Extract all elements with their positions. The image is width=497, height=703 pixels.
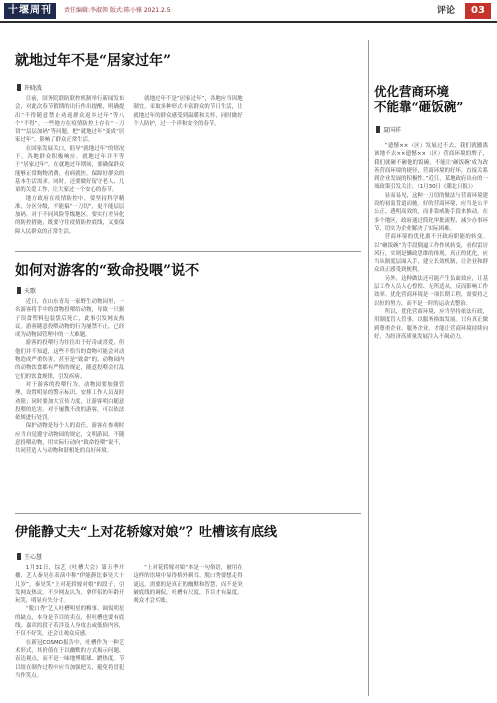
byline-marker-icon <box>17 287 21 294</box>
article2-paragraph: 保护动物是每个人的责任。游客在参观时应当自觉遵守动物园的规定，文明游园，不随意投喂动物，用实际行动向“致命投喂”说不，共同营造人与动物和谐相处的良好环境。 <box>15 423 125 455</box>
article1-body <box>15 95 361 243</box>
article1-author: 许晓波 <box>24 85 43 92</box>
article4-paragraph: 另外，这种做法还可能产生负面效应，让基层工作人员人心惶惶、无所适从，反而影响工作效率。优化营商环境是一项长期工程，需要持之以恒的努力，而不是一时的运动式整治。 <box>374 275 488 307</box>
article4-headline-line: 优化营商环境 <box>374 84 450 99</box>
article1-byline <box>17 83 42 92</box>
article1-paragraph: 地方政府在疫情防控中，要坚持科学精准，分区分级，不能搞“一刀切”，更不能层层加码。对于不同风险等级地区，要实行差异化的防控措施，既要守住疫情防控底线，又要保障人民群众的正常生活。 <box>15 195 125 235</box>
article4-byline <box>376 125 401 134</box>
article3-body <box>15 564 361 696</box>
page-number: 03 <box>465 3 491 19</box>
article4-paragraph: 营商环境的优化离不开政府职能的转变。以“砸饭碗”为手段倒逼工作作风转变，看似雷厉风行，实则是懒政思维的体现。真正的优化，应当从制度层面入手，建立长效机制，让企业和群众真正感受到便利。 <box>374 234 488 274</box>
article2-paragraph: 对于游客的投喂行为，动物园要加强管理，设置明显的警示标识，安排工作人员及时劝阻；同时要加大宣传力度，让游客明白随意投喂的危害。对于屡教不改的游客，可以依法依规进行处罚。 <box>15 381 125 422</box>
article3-paragraph: 1月31日，综艺《吐槽大会》第五季开播，艺人秦昊在表演中称“伊能静比秦昊大十几岁”，秦昊笑“上对花轿嫁对娘”的段子，引发网友热议。不少网友认为，拿伴侣的年龄开玩笑，明显有失分寸。 <box>15 565 125 605</box>
article1-headline: 就地过年不是“居家过年” <box>15 53 172 69</box>
article2-paragraph: 游客的投喂行为往往出于好奇或喜爱，但他们并不知道，这些不恰当的食物可能会对动物造成严重伤害，甚至是“致命”的。动物园内的动物饮食都有严格的规定，随意投喂会打乱它们的饮食规律，引发疾病。 <box>15 340 125 380</box>
article4-body <box>374 142 488 695</box>
article2-paragraph: 近日，在山东青岛一家野生动物园里，一名游客将手中的食物投喂给动物，导致一只猴子误食塑料包装袋后死亡，此事引发网友热议。游客随意投喂动物的行为屡禁不止，已经成为动物园管理中的一大难题。 <box>15 299 125 339</box>
article3-paragraph: “上对花轿嫁对娘”本是一句俗语，被用在这样的语境中显得格外刺耳。脱口秀要想走得更远，需要的是真正的幽默和智慧，而不是突破底线的调侃。吐槽有尺度，节目才有温度，观众才会买账。 <box>133 565 243 605</box>
article4-headline-line: 不能靠“砸饭碗” <box>374 99 464 114</box>
editor-info: 责任编辑:李淑领 版式:陈小雅 2021.2.5 <box>64 7 171 14</box>
article1-paragraph: 目前，国务院联防联控机制举行新闻发布会，对此次春节假期的出行作出提醒，明确提出“不得随意禁止劝返群众返乡过年”等八个“不得”。一些地方在疫情防控上存在“一刀切”“层层加码”等问题，把“就地过年”变成“居家过年”，影响了群众正常生活。 <box>15 96 125 144</box>
byline-marker-icon <box>17 84 21 91</box>
article2-headline: 如何对游客的“致命投喂”说不 <box>15 263 200 279</box>
byline-marker-icon <box>17 553 21 560</box>
article1-paragraph: 在国家发展关口，倡导“就地过年”的情况下，各地群众积极响应。就地过年并不等于“居家过年”，在就地过年期间，要确保群众能够正常购物消费、看病就医，保障好群众的基本生活需求。同时，还要做好留守老人、儿童的关爱工作，让大家过一个安心的春节。 <box>15 145 125 194</box>
article2-body <box>15 298 361 506</box>
article4-paragraph: 所以，优化营商环境，应当坚持依法行政，用制度管人管事，以服务换取发展。只有真正做到尊重企业、服务企业，才能让营商环境持续向好，为经济高质量发展注入不竭动力。 <box>374 308 488 340</box>
article3-author: 王心慧 <box>24 554 43 561</box>
article4-headline <box>374 84 463 114</box>
article3-paragraph: “脱口秀”艺人吐槽明星的糗事，调侃明星的缺点，本身是节目的卖点，但吐槽也要有底线。嘉宾的段子若涉及人身攻击或低俗内容，不仅不好笑，还会让观众反感。 <box>15 606 125 638</box>
article2-author: 天歌 <box>24 288 37 295</box>
article3-headline: 伊能静丈夫“上对花轿嫁对娘”？吐槽该有底线 <box>15 525 277 540</box>
article4-paragraph: 显而易见，这种一刀切的做法与营商环境建设的初衷背道而驰。好的营商环境，应当是公平公正、透明高效的，而非靠威胁手段来推动。在多个地区，政府通过简化审批流程、减少办事环节，切实为企业解决了实际困难。 <box>374 192 488 232</box>
newspaper-logo: 十堰周刊 <box>4 3 56 19</box>
article3-byline <box>17 552 42 561</box>
divider <box>15 513 361 514</box>
masthead <box>0 0 497 23</box>
section-label: 评论 <box>437 6 456 16</box>
byline-marker-icon <box>376 126 380 133</box>
divider <box>15 251 361 252</box>
article2-byline <box>17 286 36 295</box>
column-divider <box>368 40 369 696</box>
article4-paragraph: “遗憾××（区）发展过不去，我们就撤离该地不去××遗憾××（区）营商环境的牌子，我们就砸不砸他的饭碗。不能让‘砸饭碗’成为改善营商环境的捷径，营商环境的好坏，直接关系到企业发展的积极性。”近日，某地政府出台的一项政策引发关注。（1月30日《潮北日报》） <box>374 143 488 191</box>
article1-paragraph: 就地过年不是“居家过年”，各地应当因地制宜，采取多种形式丰富群众的节日生活，让就地过年的群众感受到温暖和关怀，同时做好个人防护，过一个祥和安全的春节。 <box>133 96 243 127</box>
article4-author: 聂国祥 <box>383 127 402 134</box>
article3-paragraph: 在新冠COSMO报告中，吐槽作为一种艺术形式，其价值在于以幽默的方式揭示问题、表达观点，而不是一味地博眼球、蹭热度。节目组在制作过程中应当加强把关，避免将冒犯当作笑点。 <box>15 639 125 679</box>
